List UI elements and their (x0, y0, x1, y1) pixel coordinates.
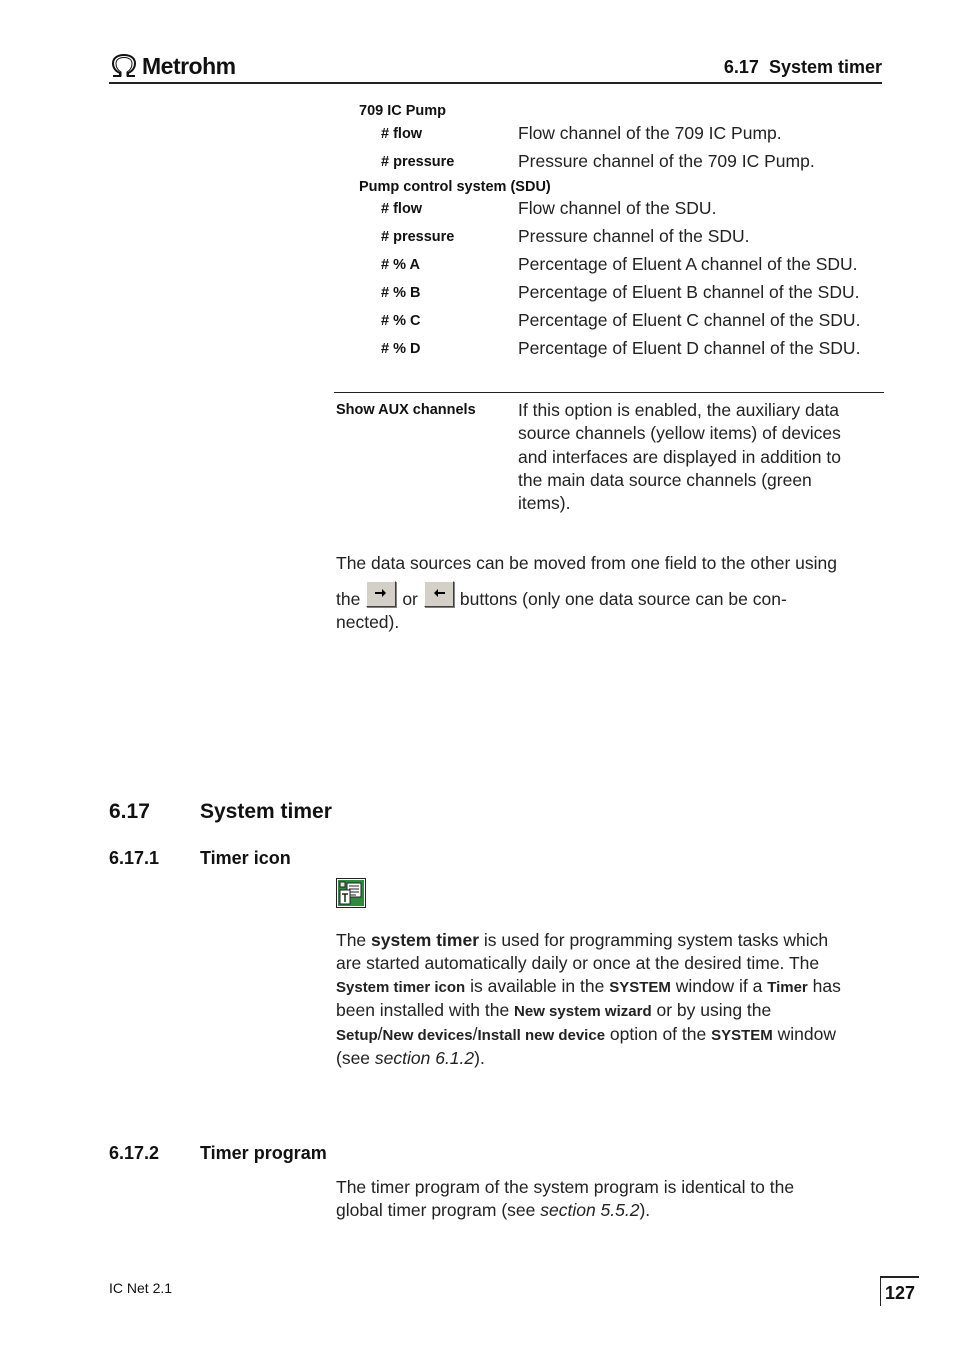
menu-path-setup: Setup (336, 1027, 378, 1044)
text: or (402, 589, 418, 609)
term-system-window: SYSTEM (609, 979, 671, 996)
channel-label: # flow (381, 126, 423, 142)
text: ). (474, 1048, 485, 1068)
paragraph-line: are started automatically daily or once at the desired time. The (336, 953, 820, 973)
term-timer: Timer (767, 979, 808, 996)
text: The (336, 930, 372, 950)
text: window if a (670, 976, 768, 996)
section-number: 6.17 (109, 800, 150, 823)
move-right-button[interactable] (366, 581, 396, 607)
channel-label: # pressure (381, 154, 455, 170)
channel-desc: Percentage of Eluent C channel of the SDU. (518, 310, 861, 330)
paragraph-line (336, 929, 881, 952)
paragraph-line (336, 1023, 881, 1047)
channel-desc: Pressure channel of the SDU. (518, 226, 750, 246)
table-divider (334, 392, 884, 393)
footer-product: IC Net 2.1 (109, 1280, 173, 1296)
subsection-title: Timer icon (200, 848, 291, 868)
arrow-right-icon (374, 588, 388, 598)
aux-desc-line: If this option is enabled, the auxiliary data (518, 400, 840, 420)
subsection-title: Timer program (200, 1143, 327, 1163)
running-header-title: 6.17 System timer (723, 57, 882, 77)
channel-desc: Flow channel of the 709 IC Pump. (518, 123, 782, 143)
subsection-number: 6.17.1 (109, 848, 160, 868)
paragraph-line (336, 975, 881, 999)
channel-label: # % A (381, 257, 420, 273)
program-paragraph (336, 1176, 881, 1222)
paragraph-line: The data sources can be moved from one field to the other using (336, 553, 837, 573)
menu-path-install-new-device: Install new device (477, 1027, 606, 1044)
term-system-timer-icon: System timer icon (336, 979, 466, 996)
channel-label: # % D (381, 341, 421, 357)
paragraph-line (336, 999, 881, 1023)
text: / (377, 1024, 383, 1044)
system-timer-icon (336, 878, 366, 908)
paragraph-line (336, 1199, 881, 1222)
text: (see (336, 1048, 375, 1068)
text: is available in the (465, 976, 610, 996)
term-new-system-wizard: New system wizard (514, 1003, 652, 1020)
aux-option-label: Show AUX channels (336, 402, 476, 418)
section-title: System timer (200, 800, 332, 823)
term-system-timer: system timer (371, 930, 480, 950)
text: global timer program (see (336, 1200, 541, 1220)
aux-desc-line: the main data source channels (green (518, 469, 812, 490)
text: been installed with the (336, 1000, 515, 1020)
channel-desc: Percentage of Eluent A channel of the SDU. (518, 254, 858, 274)
group-label-709-pump: 709 IC Pump (359, 103, 447, 119)
channel-desc: Percentage of Eluent D channel of the SDU. (518, 338, 861, 358)
subsection-number: 6.17.2 (109, 1143, 160, 1163)
text: is used for programming system tasks which (479, 930, 829, 950)
paragraph-line: nected). (336, 612, 400, 632)
text: option of the (605, 1024, 712, 1044)
brand-name: Metrohm (142, 52, 236, 79)
brand-logo (109, 52, 236, 80)
timer-paragraph (336, 929, 881, 1070)
text: ). (639, 1200, 651, 1220)
aux-desc-line: and interfaces are displayed in addition to (518, 446, 841, 467)
page-number: 127 (880, 1276, 919, 1306)
aux-desc-line: items). (518, 493, 571, 514)
channel-desc: Flow channel of the SDU. (518, 198, 717, 218)
text: / (472, 1024, 478, 1044)
section-reference[interactable]: section 5.5.2 (540, 1200, 640, 1220)
channel-desc: Pressure channel of the 709 IC Pump. (518, 151, 815, 171)
paragraph-line: The timer program of the system program is identical to the (336, 1177, 795, 1197)
menu-path-new-devices: New devices (382, 1027, 473, 1044)
section-reference[interactable]: section 6.1.2 (374, 1048, 475, 1068)
channel-label: # % C (381, 313, 421, 329)
term-system-window: SYSTEM (711, 1027, 773, 1044)
move-paragraph (336, 552, 881, 634)
channel-label: # % B (381, 285, 421, 301)
omega-icon (109, 53, 139, 79)
channel-label: # pressure (381, 229, 455, 245)
text: has (807, 976, 841, 996)
paragraph-line (336, 1047, 881, 1070)
text: the (336, 589, 361, 609)
channel-label: # flow (381, 201, 423, 217)
group-label-sdu: Pump control system (SDU) (359, 179, 551, 195)
text: or by using the (651, 1000, 772, 1020)
aux-desc-line: source channels (yellow items) of devices (518, 423, 841, 444)
arrow-left-icon (432, 588, 446, 598)
channel-desc: Percentage of Eluent B channel of the SDU. (518, 282, 860, 302)
text: window (772, 1024, 837, 1044)
move-left-button[interactable] (424, 581, 454, 607)
header-divider (109, 82, 882, 84)
text: buttons (only one data source can be con- (459, 589, 787, 609)
aux-option-desc (518, 399, 841, 515)
paragraph-line (336, 581, 881, 611)
